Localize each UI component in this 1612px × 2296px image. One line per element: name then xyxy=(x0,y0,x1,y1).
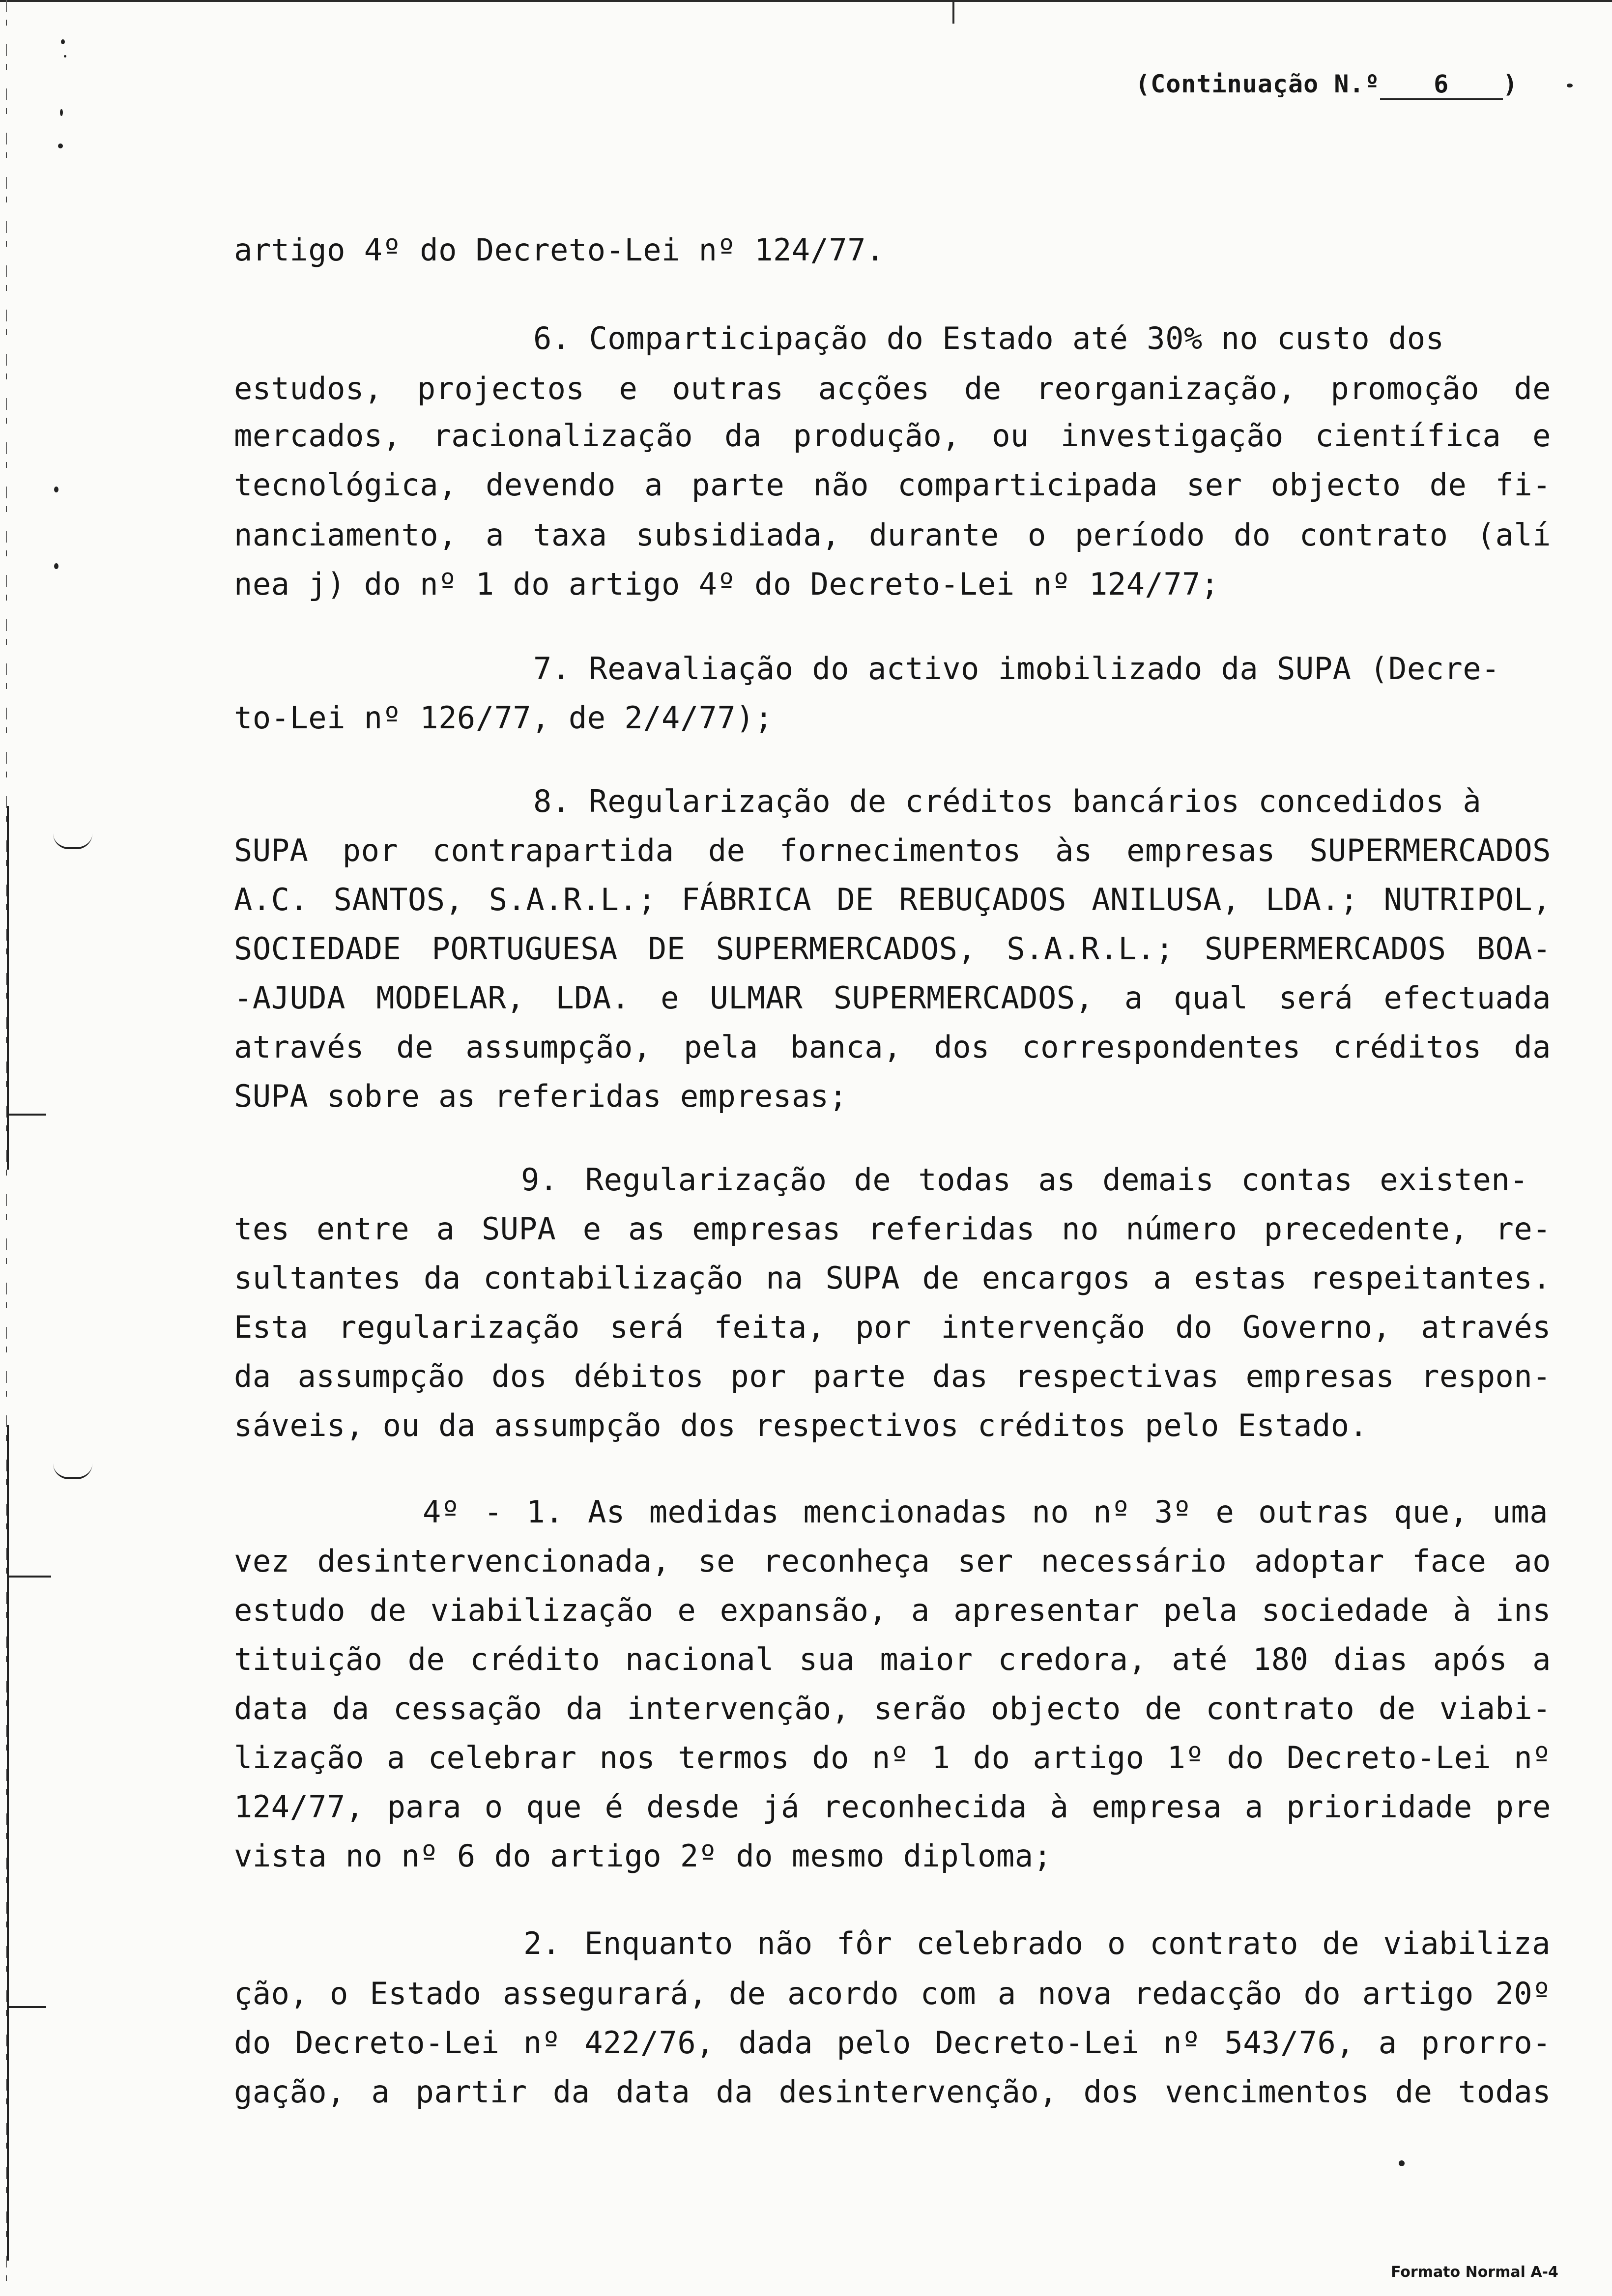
margin-tick xyxy=(7,1576,51,1578)
text-line: mercados, racionalização da produção, ou investigação científica e xyxy=(234,418,1551,454)
text-line: estudo de viabilização e expansão, a apresentar pela sociedade à ins xyxy=(234,1592,1551,1628)
text-line: estudos, projectos e outras acções de reorganização, promoção de xyxy=(234,371,1551,406)
text-line: vez desintervencionada, se reconheça ser necessário adoptar face ao xyxy=(234,1543,1551,1579)
text-line: A.C. SANTOS, S.A.R.L.; FÁBRICA DE REBUÇADOS ANILUSA, LDA.; NUTRIPOL, xyxy=(234,882,1551,918)
text-line: -AJUDA MODELAR, LDA. e ULMAR SUPERMERCADOS, a qual será efectuada xyxy=(234,980,1551,1016)
margin-speck xyxy=(54,563,58,569)
text-line: nanciamento, a taxa subsidiada, durante o período do contrato (alí xyxy=(234,517,1551,553)
text-line: data da cessação da intervenção, serão objecto de contrato de viabi- xyxy=(234,1691,1551,1726)
continuation-label: (Continuação N.º xyxy=(1135,70,1380,98)
page-speck xyxy=(1399,2160,1405,2166)
text-line: através de assumpção, pela banca, dos correspondentes créditos da xyxy=(234,1029,1551,1065)
form-footer: Formato Normal A-4 xyxy=(1391,2264,1558,2281)
margin-speck xyxy=(60,109,63,116)
text-line: 2. Enquanto não fôr celebrado o contrato de viabiliza xyxy=(523,1925,1551,1961)
text-line: SOCIEDADE PORTUGUESA DE SUPERMERCADOS, S.A.R.L.; SUPERMERCADOS BOA- xyxy=(234,931,1551,967)
text-line: 6. Comparticipação do Estado até 30% no custo dos xyxy=(533,320,1444,356)
margin-speck xyxy=(54,487,58,492)
hole-punch-mark xyxy=(53,833,92,849)
text-line: artigo 4º do Decreto-Lei nº 124/77. xyxy=(234,232,885,268)
text-line: 4º - 1. As medidas mencionadas no nº 3º e outras que, uma xyxy=(423,1494,1548,1530)
text-line: 9. Regularização de todas as demais contas existen- xyxy=(521,1162,1528,1198)
margin-speck xyxy=(61,39,65,44)
text-line: sultantes da contabilização na SUPA de encargos a estas respeitantes. xyxy=(234,1260,1551,1296)
header-speck xyxy=(1567,84,1573,87)
continuation-header xyxy=(1135,70,1518,100)
text-line: tituição de crédito nacional sua maior credora, até 180 dias após a xyxy=(234,1641,1551,1677)
margin-speck xyxy=(64,55,66,57)
top-notch-mark xyxy=(952,0,954,24)
continuation-close: ) xyxy=(1502,70,1518,98)
text-line: tecnológica, devendo a parte não comparticipada ser objecto de fi- xyxy=(234,467,1551,503)
text-line: Esta regularização será feita, por intervenção do Governo, através xyxy=(234,1309,1551,1345)
text-line: gação, a partir da data da desintervenção, dos vencimentos de todas xyxy=(234,2074,1551,2110)
text-line: nea j) do nº 1 do artigo 4º do Decreto-Lei nº 124/77; xyxy=(234,566,1219,602)
text-line: tes entre a SUPA e as empresas referidas no número precedente, re- xyxy=(234,1211,1551,1247)
continuation-number: 6 xyxy=(1380,70,1503,100)
text-line: do Decreto-Lei nº 422/76, dada pelo Decreto-Lei nº 543/76, a prorro- xyxy=(234,2025,1551,2061)
margin-tick xyxy=(7,2006,46,2008)
hole-punch-mark xyxy=(53,1464,92,1479)
margin-speck xyxy=(58,144,63,148)
text-line: ção, o Estado assegurará, de acordo com a nova redacção do artigo 20º xyxy=(234,1976,1551,2011)
text-line: SUPA sobre as referidas empresas; xyxy=(234,1078,848,1114)
text-line: lização a celebrar nos termos do nº 1 do artigo 1º do Decreto-Lei nº xyxy=(234,1740,1551,1776)
text-line: da assumpção dos débitos por parte das respectivas empresas respon- xyxy=(234,1358,1551,1394)
margin-tick xyxy=(7,1114,46,1116)
top-rule xyxy=(0,0,1612,2)
text-line: 124/77, para o que é desde já reconhecida à empresa a prioridade pre xyxy=(234,1789,1551,1825)
text-line: 7. Reavaliação do activo imobilizado da SUPA (Decre- xyxy=(533,651,1500,687)
margin-scribble xyxy=(7,806,9,1170)
text-line: sáveis, ou da assumpção dos respectivos créditos pelo Estado. xyxy=(234,1407,1368,1443)
text-line: vista no nº 6 do artigo 2º do mesmo diploma; xyxy=(234,1838,1052,1874)
margin-scribble xyxy=(7,1425,9,2261)
text-line: SUPA por contrapartida de fornecimentos às empresas SUPERMERCADOS xyxy=(234,832,1551,868)
text-line: to-Lei nº 126/77, de 2/4/77); xyxy=(234,700,773,736)
text-line: 8. Regularização de créditos bancários concedidos à xyxy=(533,783,1482,819)
